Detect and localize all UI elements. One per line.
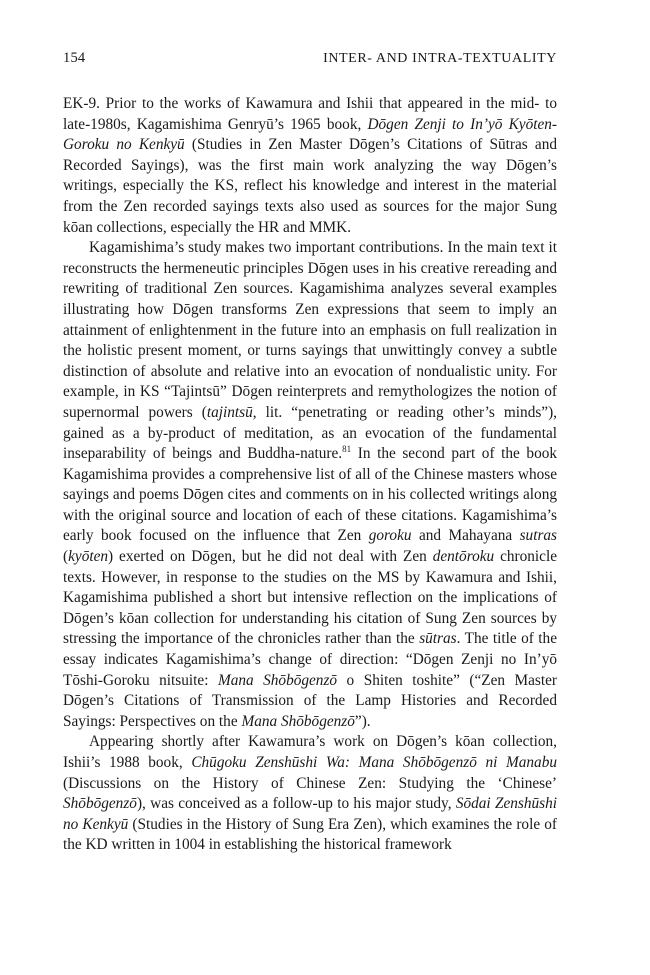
text-run: chronicle texts. However, in response to the studies on the MS by Kawamura and Ishii, Kagamishima published a short but intensive reflection on the implications of Dōgen’s kōan collection for understanding his citation of Sung Zen sources by stressing the importance of the chronicles rather than the [63, 548, 558, 648]
italic-run: kyōten [68, 548, 109, 566]
italic-run: Shōbōgenzō [63, 795, 137, 813]
running-header [63, 50, 557, 67]
text-run: , lit. “penetrating or reading other’s minds”), gained as a by-product of meditation, as an evocation of the fundamental inseparability of beings and Buddha-nature. [63, 403, 558, 463]
paragraph-1 [63, 94, 557, 238]
italic-run: Mana Shōbōgenzō [241, 712, 355, 730]
text-run: ) exerted on Dōgen, but he did not deal with Zen [108, 548, 433, 566]
italic-run: sutras [519, 527, 557, 545]
text-run: In the second part of the book Kagamishima provides a comprehensive list of all of the Chinese masters whose sayings and poems Dōgen cites and comments on in his collected writings along with the original source and location of each of these citations. Kagamishima’s early book focused on the influence that Zen [63, 445, 558, 545]
text-run: . The title of the essay indicates Kagamishima’s change of direction: “Dōgen Zenji no In’yō Tōshi-Goroku nitsuite: [63, 630, 557, 689]
italic-run: Dōgen Zenji to In’yō Kyōten-Goroku no Kenkyū [63, 115, 558, 154]
paragraph-3 [63, 732, 557, 856]
text-run: and Mahayana [411, 527, 520, 545]
text-run: Kagamishima’s study makes two important contributions. In the main text it reconstructs the hermeneutic principles Dōgen uses in his creative rereading and rewriting of traditional Zen sources. Kagamishima analyzes several examples illustrating how Dōgen transforms Zen expressions that seem to imply an attainment of enlightenment in the future into an emphasis on full realization in the holistic present moment, or turns sayings that unwittingly convey a subtle distinction of absolute and relative into an evocation of nondualistic unity. For example, in KS “Tajintsū” Dōgen reinterprets and remythologizes the notion of supernormal powers ( [63, 239, 557, 421]
text-run: (Studies in the History of Sung Era Zen), which examines the role of the KD written in 1004 in establishing the historical framework [63, 815, 557, 854]
text-run: ), was conceived as a follow-up to his major study, [136, 795, 456, 813]
text-run: (Studies in Zen Master Dōgen’s Citations of Sūtras and Recorded Sayings), was the first main work analyzing the way Dōgen’s writings, especially the KS, reflect his knowledge and interest in the material from the Zen recorded sayings texts also used as sources for the major Sung kōan collections, especially the HR and MMK. [63, 136, 558, 236]
paragraph-2 [63, 238, 557, 732]
italic-run: dentōroku [432, 548, 495, 566]
text-run: (Discussions on the History of Chinese Zen: Studying the ‘Chinese’ [63, 774, 557, 792]
italic-run: Mana Shōbōgenzō [217, 671, 338, 689]
text-run: ”). [354, 712, 371, 730]
italic-run: goroku [368, 527, 412, 545]
text-run: Appearing shortly after Kawamura’s work on Dōgen’s kōan collection, Ishii’s 1988 book, [63, 733, 557, 771]
italic-run: Sōdai Zenshūshi no Kenkyū [63, 795, 557, 833]
text-run: ( [63, 548, 69, 566]
italic-run: tajintsū [206, 403, 253, 421]
italic-run: Chūgoku Zenshūshi Wa: Mana Shōbōgenzō ni Manabu [191, 754, 558, 771]
body-text [63, 94, 557, 856]
text-run: o Shiten toshite” (“Zen Master Dōgen’s Citations of Transmission of the Lamp Histories and Recorded Sayings: Perspectives on the [63, 671, 557, 730]
footnote-ref: 81 [342, 444, 352, 454]
text-run: EK-9. Prior to the works of Kawamura and Ishii that appeared in the mid- to late-1980s, Kagamishima Genryū’s 1965 book, [63, 95, 557, 133]
italic-run: sūtras [419, 630, 457, 648]
page-number: 154 [63, 50, 86, 66]
running-title: INTER- AND INTRA-TEXTUALITY [323, 51, 557, 66]
